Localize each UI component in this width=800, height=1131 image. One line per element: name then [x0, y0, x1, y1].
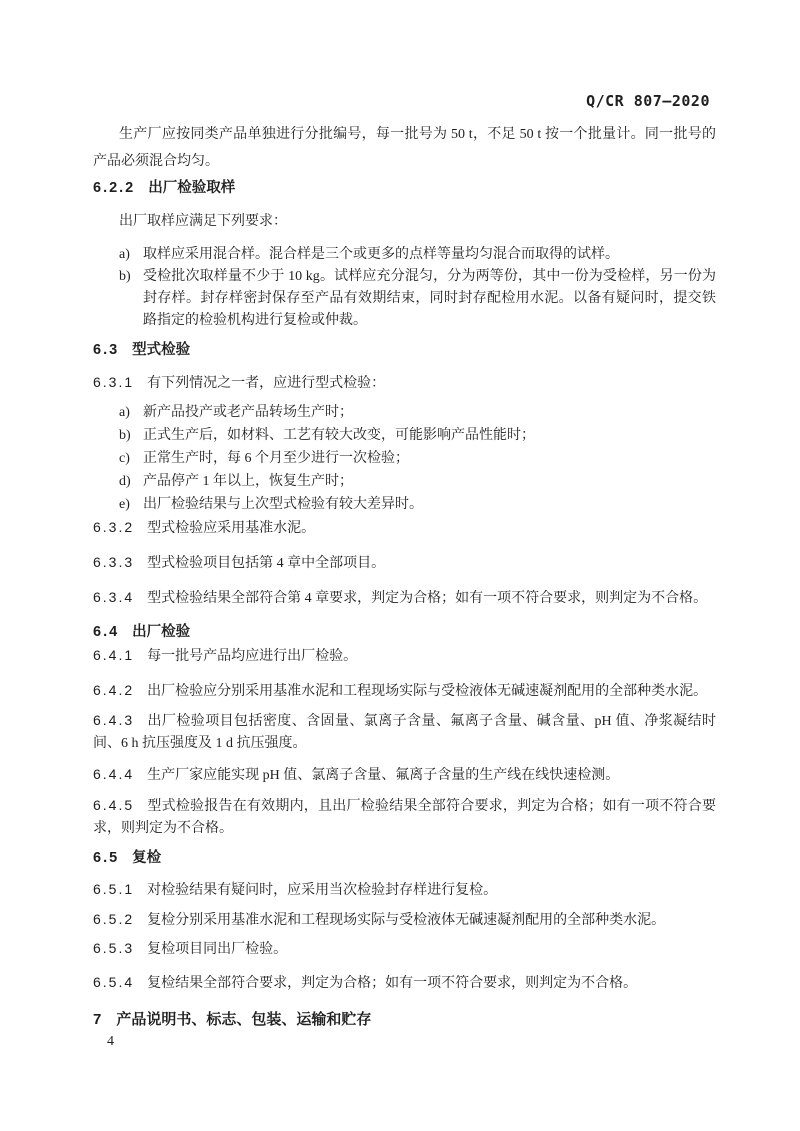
clause-number: 6.5.2 — [93, 911, 135, 927]
list-sampling — [93, 244, 716, 332]
list-item-label: d) — [119, 474, 131, 489]
intro-paragraph: 生产厂应按同类产品单独进行分批编号，每一批号为 50 t，不足 50 t 按一个批量计。同一批号的产品必须混合均匀。 — [93, 127, 716, 169]
clause-number: 6.4.4 — [93, 766, 135, 782]
heading-6-4 — [93, 622, 716, 642]
list-item-label: c) — [119, 451, 130, 466]
clause-6-3-4 — [93, 586, 716, 610]
clause-text: 有下列情况之一者，应进行型式检验： — [147, 376, 386, 391]
list-item — [93, 493, 716, 516]
heading-6-3 — [93, 340, 716, 360]
heading-title: 复检 — [132, 850, 162, 866]
list-item-text: 产品停产 1 年以上，恢复生产时； — [143, 474, 353, 489]
heading-title: 型式检验 — [132, 342, 191, 358]
clause-6-4-4 — [93, 763, 716, 787]
clause-number: 6.4.3 — [93, 712, 135, 728]
clause-6-5-1 — [93, 878, 716, 902]
clause-text: 每一批号产品均应进行出厂检验。 — [147, 649, 358, 664]
list-item-label: a) — [119, 405, 130, 420]
clause-6-4-5 — [93, 794, 716, 840]
heading-title: 出厂检验 — [132, 624, 191, 640]
clause-number: 6.4.2 — [93, 682, 135, 698]
heading-title: 产品说明书、标志、包装、运输和贮存 — [116, 1011, 372, 1028]
list-item-text: 取样应采用混合样。混合样是三个或更多的点样等量均匀混合而取得的试样。 — [143, 247, 619, 262]
clause-number: 6.4.1 — [93, 647, 135, 663]
clause-text: 型式检验报告在有效期内，且出厂检验结果全部符合要求，判定为合格；如有一项不符合要求，则判定为不合格。 — [93, 799, 716, 836]
clause-6-3-1 — [93, 371, 716, 395]
clause-6-5-4 — [93, 971, 716, 995]
list-item — [93, 244, 716, 266]
clause-text: 型式检验结果全部符合第 4 章要求，判定为合格；如有一项不符合要求，则判定为不合格。 — [147, 591, 708, 606]
heading-6-5 — [93, 848, 716, 868]
clause-number: 6.5.1 — [93, 881, 135, 897]
clause-text: 复检分别采用基准水泥和工程现场实际与受检液体无碱速凝剂配用的全部种类水泥。 — [147, 913, 666, 928]
clause-number: 6.5.3 — [93, 940, 135, 956]
doc-number: Q/CR 807—2020 — [586, 92, 710, 110]
clause-text: 复检项目同出厂检验。 — [147, 942, 288, 957]
page-number: 4 — [107, 1034, 115, 1049]
clause-number: 6.3.1 — [93, 374, 135, 390]
list-item-label: a) — [119, 247, 130, 262]
list-item-text: 新产品投产或老产品转场生产时； — [143, 405, 353, 420]
clause-number: 6.4.5 — [93, 797, 135, 813]
clause-text: 复检结果全部符合要求，判定为合格；如有一项不符合要求，则判定为不合格。 — [147, 976, 638, 991]
clause-text: 出厂检验应分别采用基准水泥和工程现场实际与受检液体无碱速凝剂配用的全部种类水泥。 — [147, 684, 708, 699]
list-item-label: b) — [119, 428, 131, 443]
list-item — [93, 401, 716, 424]
clause-6-4-1 — [93, 644, 716, 668]
heading-number: 6.5 — [93, 850, 120, 866]
list-type-test-conditions — [93, 401, 716, 516]
clause-text: 对检验结果有疑问时，应采用当次检验封存样进行复检。 — [147, 883, 498, 898]
list-item-label: e) — [119, 497, 130, 512]
heading-title: 出厂检验取样 — [148, 180, 236, 196]
list-item — [93, 470, 716, 493]
list-item-text: 正常生产时，每 6 个月至少进行一次检验； — [143, 451, 409, 466]
heading-7 — [93, 1010, 716, 1030]
list-item — [93, 266, 716, 332]
heading-number: 6.3 — [93, 342, 120, 358]
list-item-text: 正式生产后，如材料、工艺有较大改变，可能影响产品性能时； — [143, 428, 535, 443]
clause-number: 6.3.2 — [93, 519, 135, 535]
clause-text: 出厂检验项目包括密度、含固量、氯离子含量、氟离子含量、碱含量、pH 值、净浆凝结时间、6 h 抗压强度及 1 d 抗压强度。 — [93, 714, 716, 751]
clause-6-5-3 — [93, 937, 716, 961]
clause-number: 6.5.4 — [93, 974, 135, 990]
clause-6-4-2 — [93, 679, 716, 703]
clause-number: 6.3.4 — [93, 589, 135, 605]
clause-6-5-2 — [93, 908, 716, 932]
clause-number: 6.3.3 — [93, 554, 135, 570]
heading-number: 6.2.2 — [93, 180, 136, 196]
list-item-text: 出厂检验结果与上次型式检验有较大差异时。 — [143, 497, 423, 512]
list-item — [93, 447, 716, 470]
list-item-text: 受检批次取样量不少于 10 kg。试样应充分混匀，分为两等份，其中一份为受检样，另一份为封存样。封存样密封保存至产品有效期结束，同时封存配检用水泥。以备有疑问时，提交铁路指定的检验机构进行复检或仲裁。 — [143, 269, 716, 328]
heading-number: 6.4 — [93, 624, 120, 640]
list-item-label: b) — [119, 269, 131, 284]
clause-text: 型式检验应采用基准水泥。 — [147, 521, 316, 536]
heading-number: 7 — [93, 1011, 104, 1028]
clause-6-4-3 — [93, 709, 716, 755]
clause-text: 型式检验项目包括第 4 章中全部项目。 — [147, 556, 386, 571]
list-item — [93, 424, 716, 447]
clause-6-3-3 — [93, 551, 716, 575]
para-sampling-requirements: 出厂取样应满足下列要求： — [119, 214, 287, 229]
clause-text: 生产厂家应能实现 pH 值、氯离子含量、氟离子含量的生产线在线快速检测。 — [147, 768, 620, 783]
clause-6-3-2 — [93, 516, 716, 540]
heading-6-2-2 — [93, 178, 716, 198]
